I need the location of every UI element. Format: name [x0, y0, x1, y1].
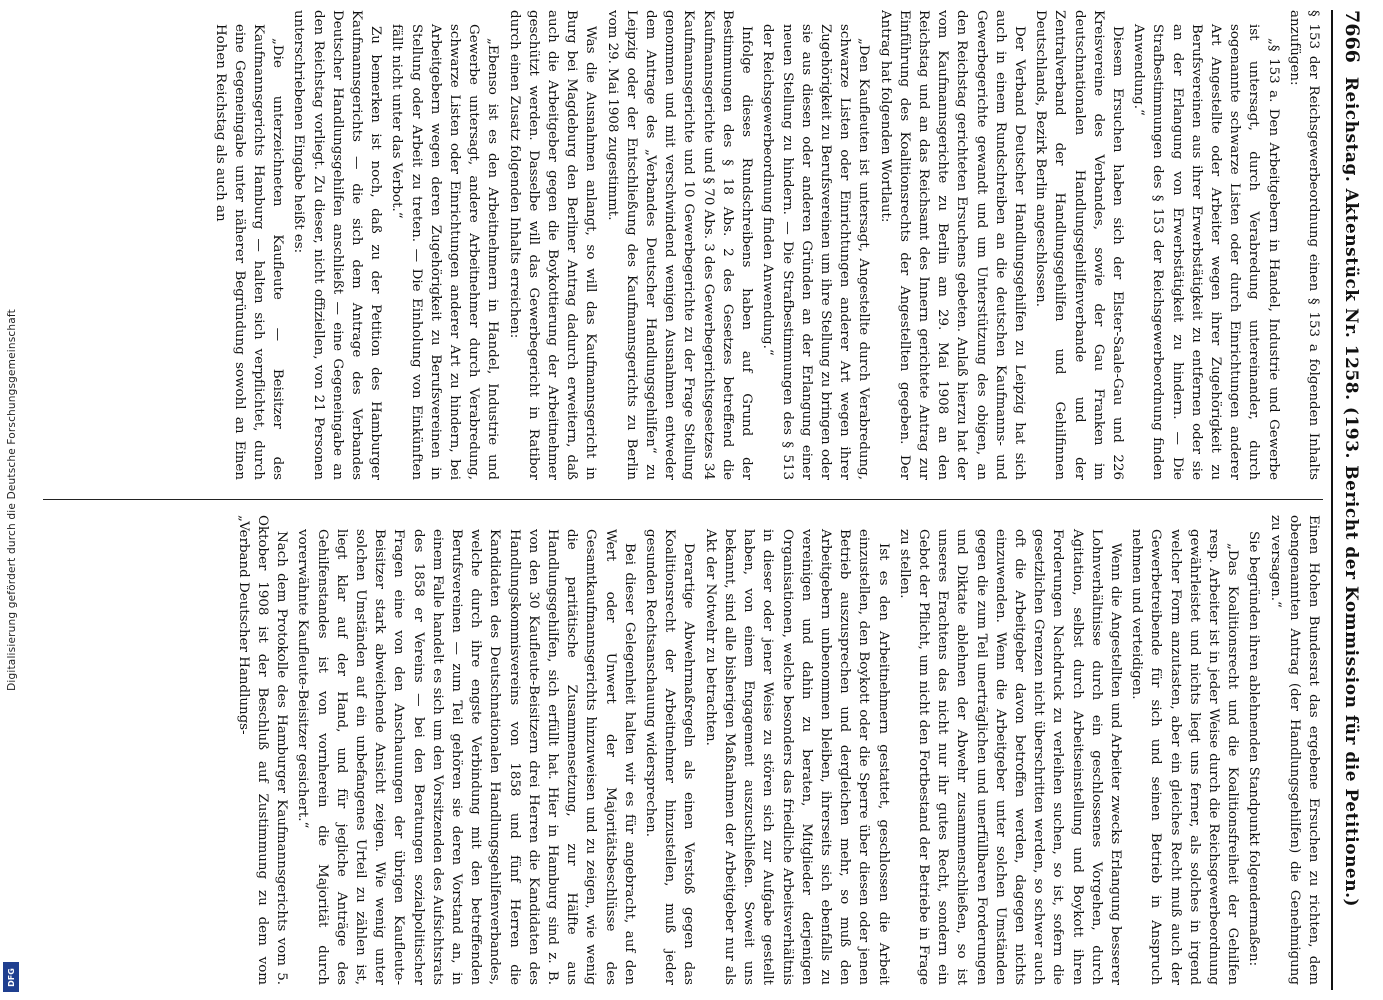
- paragraph: Was die Ausnahmen anlangt, so will das Kaufmannsgericht in Burg bei Magdeburg den Berliner Antrag dadurch erweitern, daß auch die Arbeitgeber gegen die Boykottierung der Arbeitnehmer geschützt werden. Dasselbe will das Gewerbegericht in Ratibor durch einen Zusatz folgenden Inhalts erreichen:: [506, 10, 599, 480]
- quoted-paragraph: Bei dieser Gelegenheit halten wir es für angebracht, auf den Wert oder Unwert der Majoritätsbeschlüsse des Gesamtkaufmannsgerichts hinzuweisen und zu zeigen, wie wenig die paritätische Zusammensetzung, zur Hälfte aus Handlungsgehilfen, sich erfüllt hat. Hier in Hamburg sind z. B. von den 30 Kaufleute-Beisitzern drei Herren die Kandidaten des Handlungskommisvereins von 1858 und fünf Herren die Kandidaten des Deutschnationalen Handlungsgehilfenverbandes, welche durch ihre engste Verbindung mit den betreffenden Berufsvereinen — zum Teil gehören sie deren Vorstand an, in einem Falle handelt es sich um den Vorsitzenden des Aufsichtsrats des 1858 er Vereins — bei den Beratungen sozialpolitischer Fragen eine von den Anschauungen der übrigen Kaufleute-Beisitzer stark abweichende Ansicht zeigen. Wie wenig unter solchen Umständen auf ein unbefangenes Urteil zu zählen ist, liegt klar auf der Hand, und für jegliche Anträge des Gehilfenstandes ist von vornherein die Majorität durch vorerwähnte Kaufleute-Beisitzer gesichert.“: [295, 529, 637, 985]
- left-column: [43, 10, 1323, 480]
- paragraph: Der Verband Deutscher Handlungsgehilfen zu Leipzig hat sich auch in einem Rundschreiben an die deutschen Kaufmanns- und Gewerbegerichte gewandt und um Unterstützung des obigen, an den Reichstag gerichteten Ersuchens gebeten. Anlaß hierzu hat der vom Kaufmannsgerichte zu Berlin am 29. Mai 1908 an den Reichstag und an das Reichsamt des Innern gerichtete Antrag zur Einführung des Koalitionsrechts der Angestellten gegeben. Der Antrag hat folgenden Wortlaut:: [877, 10, 1027, 480]
- page-number: 7666: [1341, 10, 1363, 63]
- dfg-logo-text: DFG: [6, 967, 16, 987]
- paragraph: Zu bemerken ist noch, daß zu der Petition des Hamburger Kaufmannsgerichts — die sich dem Antrage des Verbandes Deutscher Handlungsgehilfen anschließt — eine Gegeneingabe an den Reichstag vorliegt. Zu dieser, nicht offiziellen, von 21 Personen unterschriebenen Eingabe heißt es:: [291, 10, 384, 480]
- page-title: Reichstag. Aktenstück Nr. 1258. (193. Bericht der Kommission für die Petitionen.): [1341, 76, 1361, 908]
- rotated-document-page: [33, 10, 1363, 990]
- page-header: [1331, 10, 1363, 990]
- credit-text: Digitalisierung gefördert durch die Deutsche Forschungsgemeinschaft: [6, 309, 18, 691]
- paragraph: Diesem Ersuchen haben sich der Elster-Saale-Gau und 226 Kreisvereine des Verbandes, sowie der Gau Franken im deutschnationalen Handlungsgehilfenverbande und der Zentralverband der Handlungsgehilfen und Gehilfinnen Deutschlands, Bezirk Berlin angeschlossen.: [1033, 10, 1125, 480]
- quoted-paragraph: Wenn die Angestellten und Arbeiter zwecks Erlangung besserer Lohnverhältnisse durch ein geschlossenes Vorgehen, durch Agitation, selbst durch Arbeitseinstellung und Boykott ihren Forderungen Nachdruck zu verleihen suchen, so ist, sofern die gesetzlichen Grenzen nicht überschritten werden, so schwer auch oft die Arbeitgeber davon betroffen werden, dagegen nichts einzuwenden. Wenn die Arbeitgeber unter solchen Umständen gegen die zum Teil unerträglichen und unerfüllbaren Forderungen und Diktate ablehnen der Abwehr zusammenschließen, so ist unseres Erachtens das nicht nur ihr gutes Recht, sondern ein Gebot der Pflicht, um nicht den Fortbestand der Betriebe in Frage zu stellen.: [896, 529, 1123, 985]
- right-column: [43, 515, 1323, 985]
- paragraph: Sie begründen ihren ablehnenden Standpunkt folgendermaßen:: [1246, 531, 1262, 967]
- paragraph: Nach dem Protokolle des Hamburger Kaufmannsgerichts vom 5. Oktober 1908 ist der Beschluß auf Zustimmung zu dem vom „Verband Deutscher Handlungs-: [235, 515, 290, 985]
- dfg-logo: [3, 962, 19, 992]
- paragraph: Einen Hohen Bundesrat das ergebene Ersuchen zu richten, dem obengenannten Antrag (der Handlungsgehilfen) die Genehmigung zu versagen.“: [1267, 515, 1321, 985]
- quoted-paragraph: Derartige Abwehrmaßregeln als einen Verstoß gegen das Koalitionsrecht der Arbeitnehmer hinzustellen, muß jeder gesunden Rechtsanschauung widersprechen.: [643, 529, 697, 985]
- quoted-paragraph: „Die unterzeichneten Kaufleute — Beisitzer des Kaufmannsgerichts Hamburg — halten sich verpflichtet, durch eine Gegeneingabe unter näherer Begründung sowohl an Einen Hohen Reichstag als auch an: [212, 24, 286, 480]
- paragraph: § 153 der Reichsgewerbeordnung einen § 153 a folgenden Inhalts anzufügen:: [1286, 10, 1321, 480]
- quoted-paragraph: „Den Kaufleuten ist untersagt, Angestellte durch Verabredung, schwarze Listen oder Einrichtungen anderer Art wegen ihrer Zugehörigkeit zu Berufsvereinen um ihre Stellung zu bringen oder sie aus diesen oder anderen Gründen an der Erlangung einer neuen Stellung zu hindern. — Die Strafbestimmungen des § 513 der Reichsgewerbeordnung finden Anwendung.“: [760, 24, 872, 480]
- quoted-paragraph: „Ebenso ist es den Arbeitnehmern in Handel, Industrie und Gewerbe untersagt, andere Arbeitnehmer durch Verabredung, schwarze Listen oder Einrichtungen anderer Art zu hindern, bei Arbeitgebern wegen deren Zugehörigkeit zu Berufsvereinen in Stellung oder Arbeit zu treten. — Die Einholung von Einkünften fällt nicht unter das Verbot.“: [389, 24, 501, 480]
- quoted-paragraph: „§ 153 a. Den Arbeitgebern in Handel, Industrie und Gewerbe ist untersagt, durch Verabredung untereinander, durch sogenannte schwarze Listen oder durch Einrichtungen anderer Art Angestellte oder Arbeiter wegen ihrer Zugehörigkeit zu Berufsvereinen aus ihrer Erwerbstätigkeit zu entfernen oder sie an der Erlangung von Erwerbstätigkeit zu hindern. — Die Strafbestimmungen des § 153 der Reichsgewerbeordnung finden Anwendung.“: [1131, 24, 1281, 480]
- scanned-page-viewport: [24, 0, 1383, 1000]
- column-divider: [43, 499, 1323, 500]
- digitization-credit: [0, 0, 24, 1000]
- quoted-paragraph: Ist es den Arbeitnehmern gestattet, geschlossen die Arbeit einzustellen, den Boykott oder die Sperre über diesen oder jenen Betrieb auszusprechen und dergleichen mehr, so muß den Arbeitgebern unbenommen bleiben, ihrerseits sich ebenfalls zu vereinigen und dahin zu beraten, Mitglieder derjenigen Organisationen, welche besonders das friedliche Arbeitsverhältnis in dieser oder jener Weise zu stören sich zur Aufgabe gestellt haben, von einem Engagement auszuschließen. Soweit uns bekannt, sind alle bisherigen Maßnahmen der Arbeitgeber nur als Akt der Notwehr zu betrachten.: [702, 529, 891, 985]
- paragraph: Infolge dieses Rundschreibens haben auf Grund der Bestimmungen des § 18 Abs. 2 des Gesetzes betreffend die Kaufmannsgerichte und § 70 Abs. 3 des Gewerbegerichtsgesetzes 34 Kaufmannsgerichte und 10 Gewerbegerichte zu der Frage Stellung genommen und mit verschwindend wenigen Ausnahmen entweder dem Antrage des „Verbandes Deutscher Handlungsgehilfen“ zu Leipzig oder der Entschließung des Kaufmannsgerichts zu Berlin vom 29. Mai 1908 zugestimmt.: [604, 10, 755, 480]
- quoted-paragraph: „Das Koalitionsrecht und die Koalitionsfreiheit der Gehilfen resp. Arbeiter ist in jeder Weise durch die Reichsgewerbeordnung gewährleistet und nichts liegt uns ferner, als solches in irgend welcher Form anzutasten, aber ein gleiches Recht muß auch der Gewerbetreibende für sich und seinen Betrieb in Anspruch nehmen und verteidigen.: [1129, 529, 1241, 985]
